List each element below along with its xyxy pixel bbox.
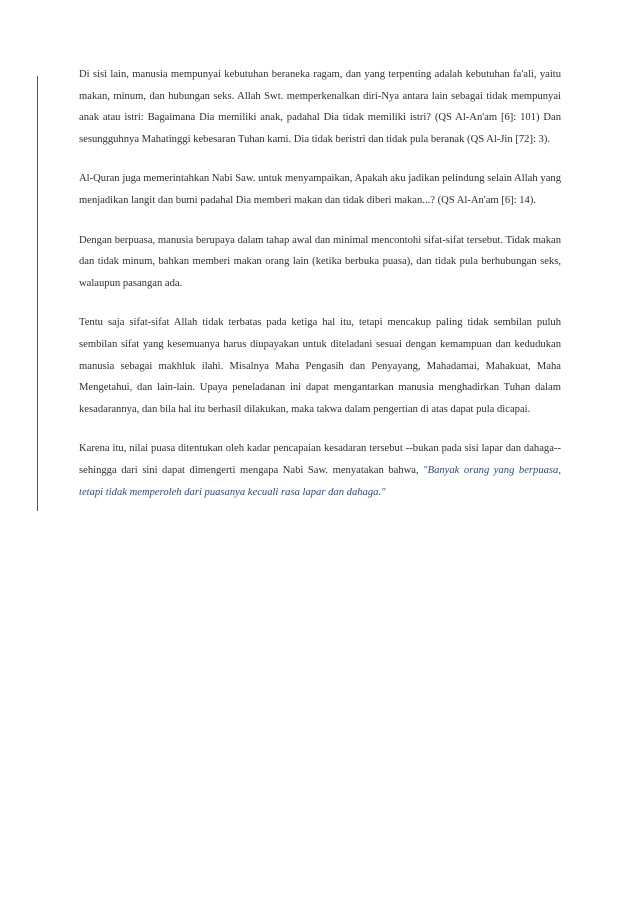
paragraph-1 bbox=[79, 64, 561, 150]
paragraph-3 bbox=[79, 230, 561, 295]
paragraph-2 bbox=[79, 168, 561, 211]
paragraph-text: Al-Quran juga memerintahkan Nabi Saw. untuk menyampaikan, Apakah aku jadikan pelindung selain Allah yang menjadikan langit dan bumi padahal Dia memberi makan dan tidak diberi makan...? (QS Al-An'am [6]: 14). bbox=[79, 173, 561, 206]
paragraph-text: Dengan berpuasa, manusia berupaya dalam tahap awal dan minimal mencontohi sifat-sifat tersebut. Tidak makan dan tidak minum, bahkan memberi makan orang lain (ketika berbuka puasa), dan tidak pula berhubungan seks, walaupun pasangan ada. bbox=[79, 234, 561, 289]
document-body bbox=[79, 64, 561, 503]
paragraph-text: Di sisi lain, manusia mempunyai kebutuhan beraneka ragam, dan yang terpenting adalah kebutuhan fa'ali, yaitu makan, minum, dan hubungan seks. Allah Swt. memperkenalkan diri-Nya antara lain sebagai tidak mempunyai anak atau istri: Bagaimana Dia memiliki anak, padahal Dia tidak memiliki istri? (QS Al-An'am [6]: 101) Dan sesungguhnya Mahatinggi kebesaran Tuhan kami. Dia tidak beristri dan tidak pula beranak (QS Al-Jin [72]: 3). bbox=[79, 69, 561, 145]
paragraph-text: Tentu saja sifat-sifat Allah tidak terbatas pada ketiga hal itu, tetapi mencakup paling tidak sembilan puluh sembilan sifat yang kesemuanya harus diupayakan untuk diteladani sesuai dengan kemampuan dan kedudukan manusia sebagai makhluk ilahi. Misalnya Maha Pengasih dan Penyayang, Mahadamai, Mahakuat, Maha Mengetahui, dan lain-lain. Upaya peneladanan ini dapat mengantarkan manusia menghadirkan Tuhan dalam kesadarannya, dan bila hal itu berhasil dilakukan, maka takwa dalam pengertian di atas dapat pula dicapai. bbox=[79, 317, 561, 415]
margin-rule bbox=[37, 76, 38, 511]
hadith-quote: "Banyak orang yang berpuasa, tetapi tidak memperoleh dari puasanya kecuali rasa lapar dan dahaga." bbox=[79, 464, 561, 498]
paragraph-text: Karena itu, nilai puasa ditentukan oleh kadar pencapaian kesadaran tersebut --bukan pada sisi lapar dan dahaga-- sehingga dari sini dapat dimengerti mengapa Nabi Saw. menyatakan bahwa, bbox=[79, 443, 561, 476]
paragraph-5 bbox=[79, 438, 561, 503]
paragraph-4 bbox=[79, 312, 561, 420]
